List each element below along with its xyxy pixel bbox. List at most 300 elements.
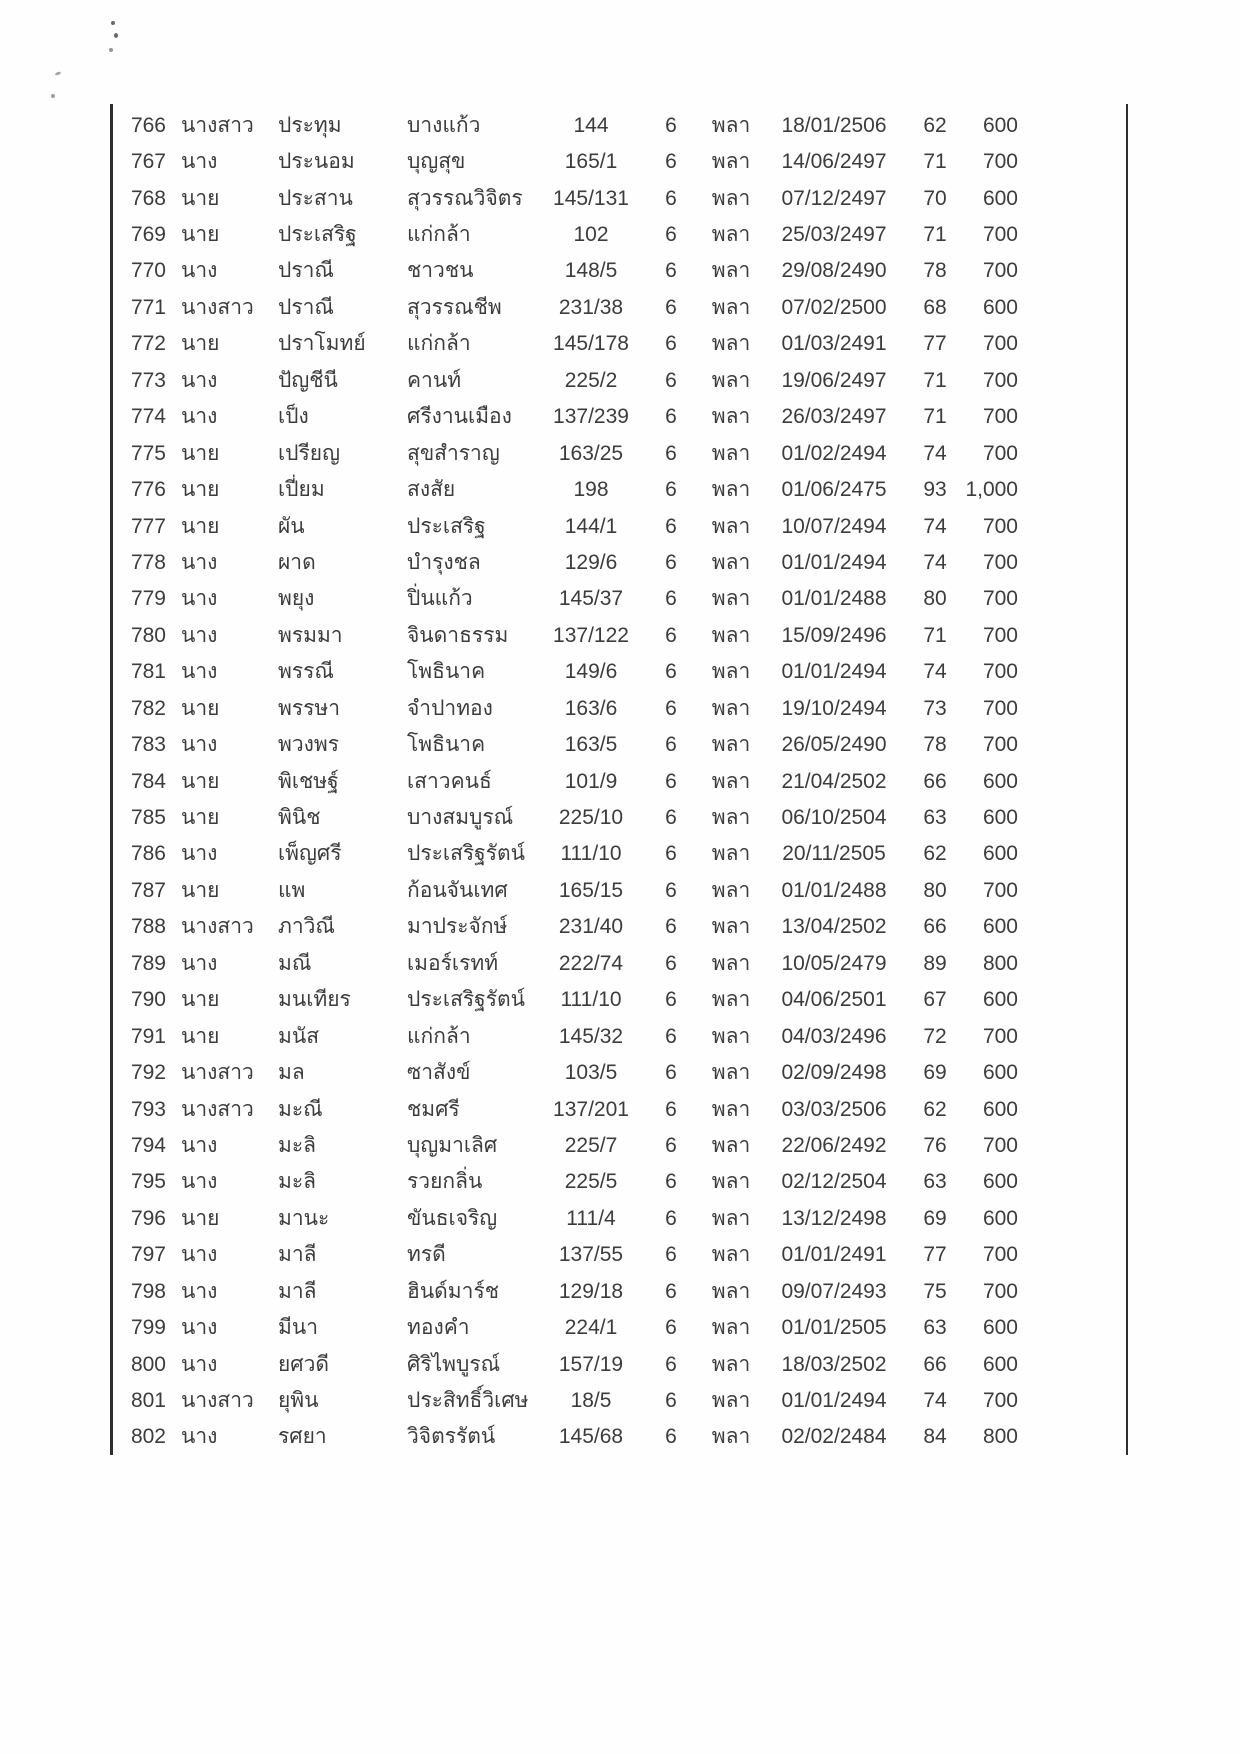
first-name-cell: มีนา	[278, 1316, 318, 1340]
table-row	[113, 1164, 1126, 1200]
title-cell: นาง	[181, 587, 218, 611]
last-name-cell: โพธินาค	[407, 660, 486, 684]
table-row	[113, 508, 1126, 544]
last-name-cell: ประเสริฐรัตน์	[407, 842, 526, 866]
amount-cell: 700	[982, 368, 1018, 392]
first-name-cell: พรรณี	[278, 660, 334, 684]
subdistrict-cell: พลา	[711, 1389, 751, 1413]
amount-cell: 600	[982, 915, 1018, 939]
house-number-cell: 163/5	[564, 733, 618, 757]
last-name-cell: แก่กล้า	[407, 223, 471, 247]
amount-cell: 700	[982, 1243, 1018, 1267]
last-name-cell: ขันธเจริญ	[407, 1206, 498, 1230]
title-cell: นางสาว	[181, 295, 254, 319]
title-cell: นาง	[181, 259, 218, 283]
amount-cell: 700	[982, 514, 1018, 538]
first-name-cell: ประเสริฐ	[278, 223, 357, 247]
row-number: 790	[130, 988, 166, 1012]
amount-cell: 600	[982, 186, 1018, 210]
age-cell: 71	[923, 150, 947, 174]
title-cell: นาย	[181, 878, 220, 902]
moo-cell: 6	[665, 696, 677, 720]
row-number: 779	[130, 587, 166, 611]
scan-speck	[55, 71, 62, 76]
last-name-cell: บุญสุข	[407, 150, 466, 174]
moo-cell: 6	[665, 1425, 677, 1449]
age-cell: 71	[923, 623, 947, 647]
last-name-cell: คานท์	[407, 368, 462, 392]
subdistrict-cell: พลา	[711, 623, 751, 647]
subdistrict-cell: พลา	[711, 915, 751, 939]
first-name-cell: พินิช	[278, 806, 321, 830]
row-number: 775	[130, 441, 166, 465]
age-cell: 63	[923, 806, 947, 830]
row-number: 782	[130, 696, 166, 720]
row-number: 800	[130, 1352, 166, 1376]
title-cell: นาย	[181, 186, 220, 210]
title-cell: นาง	[181, 1170, 218, 1194]
last-name-cell: ประเสริฐ	[407, 514, 486, 538]
row-number: 786	[130, 842, 166, 866]
age-cell: 74	[923, 441, 947, 465]
birth-date-cell: 01/01/2491	[781, 1243, 887, 1267]
subdistrict-cell: พลา	[711, 113, 751, 137]
last-name-cell: ศรีงานเมือง	[407, 405, 512, 429]
amount-cell: 700	[982, 733, 1018, 757]
age-cell: 80	[923, 587, 947, 611]
title-cell: นาย	[181, 441, 220, 465]
table-row	[113, 544, 1126, 580]
row-number: 796	[130, 1206, 166, 1230]
birth-date-cell: 04/03/2496	[781, 1024, 887, 1048]
age-cell: 74	[923, 550, 947, 574]
birth-date-cell: 15/09/2496	[781, 623, 887, 647]
moo-cell: 6	[665, 623, 677, 647]
title-cell: นาง	[181, 1352, 218, 1376]
house-number-cell: 163/25	[558, 441, 624, 465]
row-number: 766	[130, 113, 166, 137]
subdistrict-cell: พลา	[711, 1425, 751, 1449]
table-row	[113, 289, 1126, 325]
first-name-cell: มล	[278, 1061, 305, 1085]
last-name-cell: แก่กล้า	[407, 1024, 471, 1048]
subdistrict-cell: พลา	[711, 1279, 751, 1303]
moo-cell: 6	[665, 806, 677, 830]
table-row	[113, 982, 1126, 1018]
house-number-cell: 145/131	[553, 186, 629, 210]
moo-cell: 6	[665, 478, 677, 502]
table-row	[113, 1054, 1126, 1090]
amount-cell: 600	[982, 1097, 1018, 1121]
birth-date-cell: 01/01/2488	[781, 587, 887, 611]
age-cell: 67	[923, 988, 947, 1012]
last-name-cell: มาประจักษ์	[407, 915, 508, 939]
row-number: 795	[130, 1170, 166, 1194]
subdistrict-cell: พลา	[711, 733, 751, 757]
last-name-cell: ฮินด์มาร์ช	[407, 1279, 499, 1303]
last-name-cell: ศิริไพบูรณ์	[407, 1352, 501, 1376]
first-name-cell: มะลิ	[278, 1170, 316, 1194]
title-cell: นาง	[181, 1316, 218, 1340]
birth-date-cell: 10/05/2479	[781, 951, 887, 975]
table-row	[113, 799, 1126, 835]
title-cell: นาย	[181, 1206, 220, 1230]
first-name-cell: พรมมา	[278, 623, 343, 647]
moo-cell: 6	[665, 1389, 677, 1413]
row-number: 802	[130, 1425, 166, 1449]
row-number: 777	[130, 514, 166, 538]
house-number-cell: 225/7	[564, 1133, 618, 1157]
first-name-cell: ผัน	[278, 514, 305, 538]
first-name-cell: มาลี	[278, 1243, 317, 1267]
moo-cell: 6	[665, 1061, 677, 1085]
house-number-cell: 224/1	[564, 1316, 618, 1340]
house-number-cell: 231/38	[558, 295, 624, 319]
scan-speck	[51, 94, 55, 98]
amount-cell: 600	[982, 1061, 1018, 1085]
age-cell: 74	[923, 1389, 947, 1413]
moo-cell: 6	[665, 441, 677, 465]
amount-cell: 600	[982, 1206, 1018, 1230]
house-number-cell: 129/6	[564, 550, 618, 574]
amount-cell: 600	[982, 988, 1018, 1012]
title-cell: นาง	[181, 733, 218, 757]
house-number-cell: 18/5	[570, 1389, 612, 1413]
moo-cell: 6	[665, 587, 677, 611]
moo-cell: 6	[665, 1279, 677, 1303]
amount-cell: 700	[982, 550, 1018, 574]
age-cell: 75	[923, 1279, 947, 1303]
table-row	[113, 1273, 1126, 1309]
birth-date-cell: 02/02/2484	[781, 1425, 887, 1449]
first-name-cell: มานะ	[278, 1206, 330, 1230]
subdistrict-cell: พลา	[711, 696, 751, 720]
row-number: 768	[130, 186, 166, 210]
moo-cell: 6	[665, 769, 677, 793]
first-name-cell: มาลี	[278, 1279, 317, 1303]
title-cell: นาย	[181, 696, 220, 720]
moo-cell: 6	[665, 514, 677, 538]
birth-date-cell: 03/03/2506	[781, 1097, 887, 1121]
title-cell: นาย	[181, 1024, 220, 1048]
amount-cell: 800	[982, 951, 1018, 975]
moo-cell: 6	[665, 988, 677, 1012]
moo-cell: 6	[665, 1024, 677, 1048]
age-cell: 80	[923, 878, 947, 902]
last-name-cell: เสาวคนธ์	[407, 769, 492, 793]
table-row	[113, 399, 1126, 435]
age-cell: 77	[923, 1243, 947, 1267]
moo-cell: 6	[665, 295, 677, 319]
birth-date-cell: 22/06/2492	[781, 1133, 887, 1157]
first-name-cell: ยศวดี	[278, 1352, 330, 1376]
birth-date-cell: 21/04/2502	[781, 769, 887, 793]
amount-cell: 700	[982, 587, 1018, 611]
title-cell: นาง	[181, 623, 218, 647]
title-cell: นางสาว	[181, 1097, 254, 1121]
last-name-cell: บุญมาเลิศ	[407, 1133, 498, 1157]
birth-date-cell: 13/04/2502	[781, 915, 887, 939]
house-number-cell: 145/178	[553, 332, 629, 356]
age-cell: 74	[923, 514, 947, 538]
subdistrict-cell: พลา	[711, 587, 751, 611]
subdistrict-cell: พลา	[711, 1316, 751, 1340]
first-name-cell: พิเชษฐ์	[278, 769, 339, 793]
birth-date-cell: 07/12/2497	[781, 186, 887, 210]
moo-cell: 6	[665, 878, 677, 902]
row-number: 778	[130, 550, 166, 574]
house-number-cell: 198	[573, 478, 609, 502]
title-cell: นาง	[181, 1133, 218, 1157]
birth-date-cell: 19/06/2497	[781, 368, 887, 392]
amount-cell: 700	[982, 441, 1018, 465]
birth-date-cell: 14/06/2497	[781, 150, 887, 174]
amount-cell: 700	[982, 1279, 1018, 1303]
moo-cell: 6	[665, 1243, 677, 1267]
subdistrict-cell: พลา	[711, 878, 751, 902]
house-number-cell: 102	[573, 223, 609, 247]
house-number-cell: 225/10	[558, 806, 624, 830]
table-row	[113, 909, 1126, 945]
house-number-cell: 149/6	[564, 660, 618, 684]
first-name-cell: ประนอม	[278, 150, 355, 174]
amount-cell: 700	[982, 1389, 1018, 1413]
moo-cell: 6	[665, 660, 677, 684]
house-number-cell: 157/19	[558, 1352, 624, 1376]
age-cell: 69	[923, 1206, 947, 1230]
house-number-cell: 129/18	[558, 1279, 624, 1303]
table-row	[113, 1091, 1126, 1127]
moo-cell: 6	[665, 1170, 677, 1194]
first-name-cell: ปราโมทย์	[278, 332, 366, 356]
birth-date-cell: 01/01/2505	[781, 1316, 887, 1340]
age-cell: 62	[923, 842, 947, 866]
row-number: 771	[130, 295, 166, 319]
amount-cell: 700	[982, 623, 1018, 647]
house-number-cell: 144	[573, 113, 609, 137]
amount-cell: 1,000	[965, 478, 1018, 502]
table-row	[113, 216, 1126, 252]
last-name-cell: บางสมบูรณ์	[407, 806, 514, 830]
birth-date-cell: 02/09/2498	[781, 1061, 887, 1085]
table-row	[113, 1309, 1126, 1345]
title-cell: นาง	[181, 1279, 218, 1303]
moo-cell: 6	[665, 332, 677, 356]
amount-cell: 700	[982, 223, 1018, 247]
age-cell: 62	[923, 1097, 947, 1121]
subdistrict-cell: พลา	[711, 441, 751, 465]
house-number-cell: 225/5	[564, 1170, 618, 1194]
moo-cell: 6	[665, 405, 677, 429]
title-cell: นาย	[181, 988, 220, 1012]
birth-date-cell: 13/12/2498	[781, 1206, 887, 1230]
birth-date-cell: 26/05/2490	[781, 733, 887, 757]
age-cell: 71	[923, 405, 947, 429]
title-cell: นางสาว	[181, 113, 254, 137]
subdistrict-cell: พลา	[711, 332, 751, 356]
row-number: 794	[130, 1133, 166, 1157]
subdistrict-cell: พลา	[711, 951, 751, 975]
row-number: 776	[130, 478, 166, 502]
age-cell: 78	[923, 733, 947, 757]
birth-date-cell: 01/01/2488	[781, 878, 887, 902]
subdistrict-cell: พลา	[711, 806, 751, 830]
table-row	[113, 836, 1126, 872]
row-number: 770	[130, 259, 166, 283]
age-cell: 71	[923, 223, 947, 247]
age-cell: 63	[923, 1170, 947, 1194]
row-number: 793	[130, 1097, 166, 1121]
row-number: 774	[130, 405, 166, 429]
age-cell: 62	[923, 113, 947, 137]
row-number: 785	[130, 806, 166, 830]
scan-speck	[109, 48, 113, 52]
row-number: 788	[130, 915, 166, 939]
table-row	[113, 690, 1126, 726]
last-name-cell: ซาสังข์	[407, 1061, 471, 1085]
title-cell: นางสาว	[181, 1389, 254, 1413]
first-name-cell: เปี่ยม	[278, 478, 325, 502]
last-name-cell: แก่กล้า	[407, 332, 471, 356]
birth-date-cell: 02/12/2504	[781, 1170, 887, 1194]
table-row	[113, 654, 1126, 690]
birth-date-cell: 19/10/2494	[781, 696, 887, 720]
last-name-cell: วิจิตรรัตน์	[407, 1425, 496, 1449]
birth-date-cell: 01/02/2494	[781, 441, 887, 465]
table-row	[113, 617, 1126, 653]
moo-cell: 6	[665, 186, 677, 210]
first-name-cell: พยุง	[278, 587, 315, 611]
table-row	[113, 180, 1126, 216]
amount-cell: 700	[982, 259, 1018, 283]
table-row	[113, 1237, 1126, 1273]
table-row	[113, 1127, 1126, 1163]
birth-date-cell: 01/06/2475	[781, 478, 887, 502]
house-number-cell: 145/37	[558, 587, 624, 611]
table-row	[113, 763, 1126, 799]
row-number: 791	[130, 1024, 166, 1048]
row-number: 780	[130, 623, 166, 647]
subdistrict-cell: พลา	[711, 405, 751, 429]
age-cell: 70	[923, 186, 947, 210]
table-row	[113, 1200, 1126, 1236]
amount-cell: 700	[982, 878, 1018, 902]
amount-cell: 700	[982, 696, 1018, 720]
row-number: 792	[130, 1061, 166, 1085]
last-name-cell: สุวรรณชีพ	[407, 295, 502, 319]
amount-cell: 600	[982, 769, 1018, 793]
title-cell: นาง	[181, 660, 218, 684]
birth-date-cell: 20/11/2505	[782, 842, 886, 866]
house-number-cell: 145/68	[558, 1425, 624, 1449]
age-cell: 89	[923, 951, 947, 975]
birth-date-cell: 26/03/2497	[781, 405, 887, 429]
house-number-cell: 225/2	[564, 368, 618, 392]
age-cell: 84	[923, 1425, 947, 1449]
title-cell: นาง	[181, 405, 218, 429]
house-number-cell: 148/5	[564, 259, 618, 283]
title-cell: นาง	[181, 842, 218, 866]
last-name-cell: เมอร์เรทท์	[407, 951, 499, 975]
first-name-cell: ประทุม	[278, 113, 342, 137]
register-table	[110, 104, 1128, 1455]
subdistrict-cell: พลา	[711, 1243, 751, 1267]
title-cell: นาง	[181, 1243, 218, 1267]
moo-cell: 6	[665, 951, 677, 975]
title-cell: นางสาว	[181, 1061, 254, 1085]
last-name-cell: ทองคำ	[407, 1316, 470, 1340]
amount-cell: 600	[982, 842, 1018, 866]
moo-cell: 6	[665, 1352, 677, 1376]
row-number: 773	[130, 368, 166, 392]
row-number: 772	[130, 332, 166, 356]
last-name-cell: รวยกลิ่น	[407, 1170, 483, 1194]
moo-cell: 6	[665, 1206, 677, 1230]
scan-speck	[111, 21, 115, 25]
title-cell: นาง	[181, 1425, 218, 1449]
row-number: 769	[130, 223, 166, 247]
first-name-cell: เปรียญ	[278, 441, 340, 465]
amount-cell: 700	[982, 150, 1018, 174]
table-row	[113, 253, 1126, 289]
birth-date-cell: 04/06/2501	[781, 988, 887, 1012]
moo-cell: 6	[665, 1097, 677, 1121]
age-cell: 76	[923, 1133, 947, 1157]
age-cell: 66	[923, 769, 947, 793]
last-name-cell: บางแก้ว	[407, 113, 481, 137]
subdistrict-cell: พลา	[711, 1061, 751, 1085]
moo-cell: 6	[665, 223, 677, 247]
table-row	[113, 1419, 1126, 1455]
amount-cell: 600	[982, 1316, 1018, 1340]
table-row	[113, 872, 1126, 908]
subdistrict-cell: พลา	[711, 150, 751, 174]
age-cell: 66	[923, 915, 947, 939]
amount-cell: 600	[982, 1170, 1018, 1194]
house-number-cell: 222/74	[558, 951, 624, 975]
moo-cell: 6	[665, 1316, 677, 1340]
last-name-cell: จำปาทอง	[407, 696, 493, 720]
first-name-cell: มนัส	[278, 1024, 320, 1048]
amount-cell: 600	[982, 806, 1018, 830]
house-number-cell: 137/201	[553, 1097, 629, 1121]
birth-date-cell: 09/07/2493	[781, 1279, 887, 1303]
amount-cell: 600	[982, 295, 1018, 319]
row-number: 784	[130, 769, 166, 793]
title-cell: นางสาว	[181, 915, 254, 939]
table-rows	[113, 104, 1126, 1455]
age-cell: 69	[923, 1061, 947, 1085]
age-cell: 77	[923, 332, 947, 356]
table-row	[113, 471, 1126, 507]
row-number: 799	[130, 1316, 166, 1340]
amount-cell: 700	[982, 1133, 1018, 1157]
first-name-cell: มนเทียร	[278, 988, 351, 1012]
row-number: 797	[130, 1243, 166, 1267]
last-name-cell: จินดาธรรม	[407, 623, 509, 647]
amount-cell: 700	[982, 660, 1018, 684]
first-name-cell: แพ	[278, 878, 306, 902]
first-name-cell: เพ็ญศรี	[278, 842, 342, 866]
first-name-cell: ผาด	[278, 550, 316, 574]
last-name-cell: สุวรรณวิจิตร	[407, 186, 523, 210]
age-cell: 66	[923, 1352, 947, 1376]
birth-date-cell: 10/07/2494	[781, 514, 887, 538]
house-number-cell: 101/9	[564, 769, 618, 793]
subdistrict-cell: พลา	[711, 223, 751, 247]
table-row	[113, 362, 1126, 398]
row-number: 798	[130, 1279, 166, 1303]
